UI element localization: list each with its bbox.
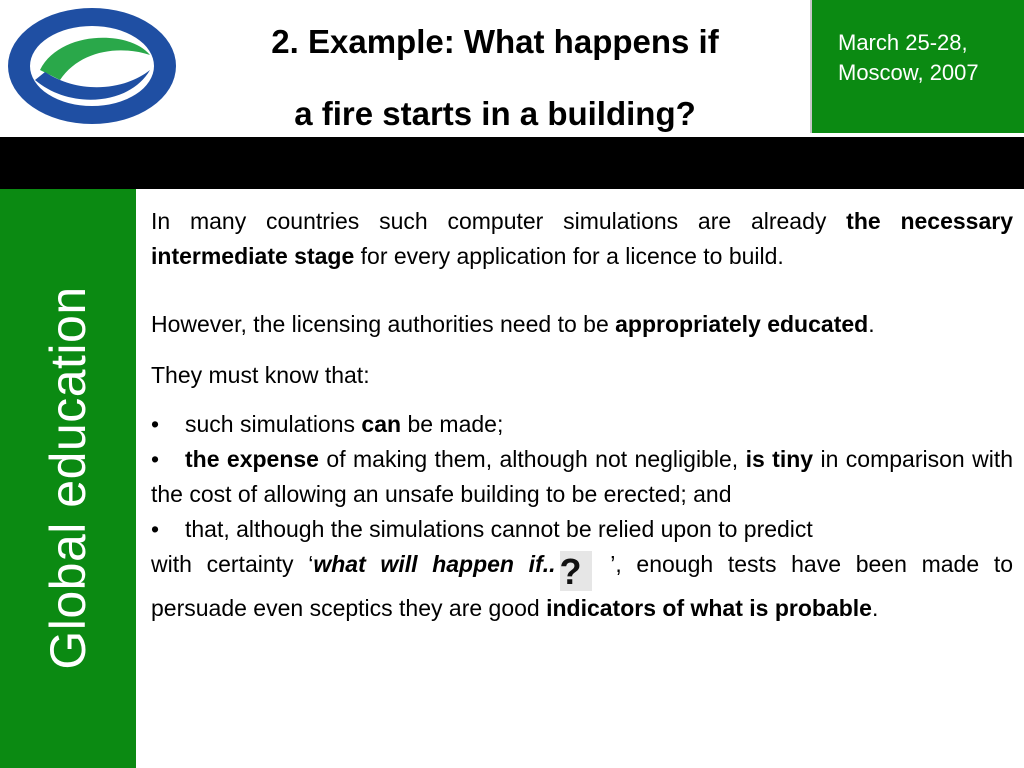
paragraph-authorities xyxy=(151,307,1013,342)
b3-text-mid: ’, enough tests have been made to persuade even sceptics they are good xyxy=(151,551,1014,621)
b2-bold-2: is tiny xyxy=(745,446,814,472)
question-mark-icon: ? xyxy=(560,551,592,591)
p2-text: However, the licensing authorities need to be xyxy=(151,311,616,337)
date-line: March 25-28, xyxy=(838,30,968,55)
b3-text-end: . xyxy=(871,595,879,621)
bullet-can-be-made xyxy=(151,407,1013,442)
paragraph-simulations xyxy=(151,204,1013,274)
b1-bold: can xyxy=(361,411,402,437)
slide-title xyxy=(190,6,800,150)
p1-text-end: for every application for a licence to build. xyxy=(354,243,784,269)
bullet-reliability-continued xyxy=(151,547,1013,626)
location-line: Moscow, 2007 xyxy=(838,60,979,85)
p1-text: In many countries such computer simulations are already xyxy=(151,208,847,234)
p2-bold: appropriately educated xyxy=(615,311,869,337)
header-divider-bar xyxy=(0,137,1024,189)
date-location-box xyxy=(810,0,1024,133)
logo xyxy=(0,0,185,133)
b3-bold: indicators of what is probable xyxy=(546,595,872,621)
bullet-marker: • xyxy=(151,411,160,437)
side-panel xyxy=(0,189,136,768)
p2-text-end: . xyxy=(868,311,875,337)
b3-italic: what will happen if.. xyxy=(313,551,556,577)
bullet-expense xyxy=(151,442,1013,512)
b3-text: with certainty ‘ xyxy=(151,551,314,577)
title-line-1: 2. Example: What happens if xyxy=(271,23,719,60)
bullet-marker: • xyxy=(151,446,160,472)
b2-bold-1: the expense xyxy=(185,446,319,472)
title-line-2: a fire starts in a building? xyxy=(294,95,696,132)
b3-line-1: that, although the simulations cannot be relied upon to predict xyxy=(185,516,813,542)
b2-text: of making them, although not negligible, xyxy=(318,446,746,472)
b1-text: such simulations xyxy=(185,411,362,437)
bullet-marker: • xyxy=(151,516,160,542)
p1-bold: the necessary intermediate stage xyxy=(151,208,1013,269)
bullet-reliability xyxy=(151,512,1013,547)
slide-body xyxy=(151,204,1013,626)
paragraph-must-know: They must know that: xyxy=(151,362,370,388)
b1-text-end: be made; xyxy=(401,411,504,437)
side-panel-label: Global education xyxy=(40,286,96,670)
b2-text-end: in comparison with the cost of allowing an unsafe building to be erected; and xyxy=(151,446,1014,507)
